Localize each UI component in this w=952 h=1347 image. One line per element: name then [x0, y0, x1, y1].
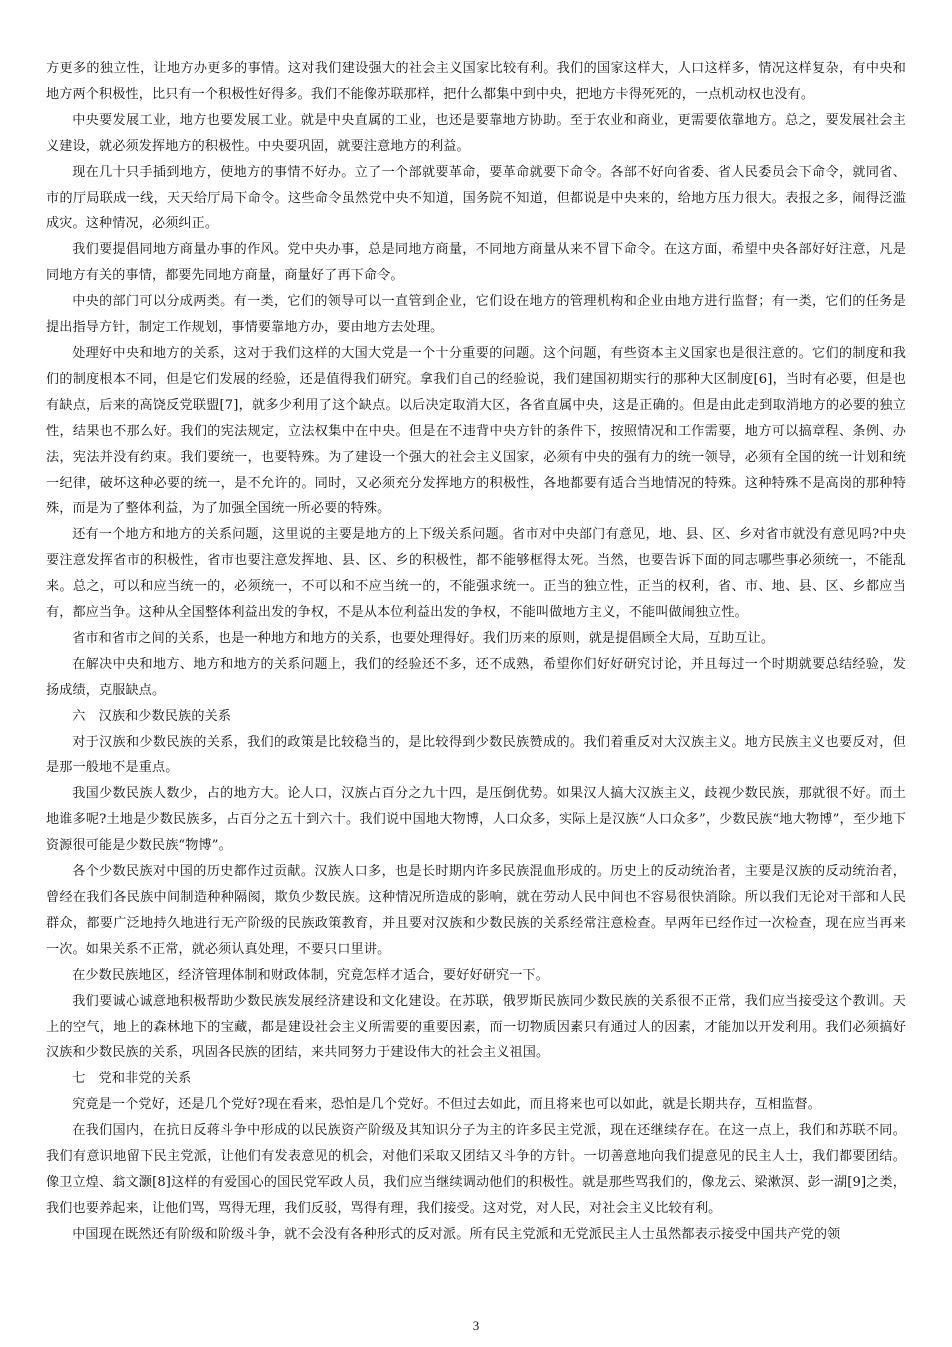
- paragraph: 我们要诚心诚意地积极帮助少数民族发展经济建设和文化建设。在苏联，俄罗斯民族同少数民族的关系很不正常，我们应当接受这个教训。天上的空气，地上的森林地下的宝藏，都是建设社会主义所需要的重要因素，而一切物质因素只有通过人的因素，才能加以开发利用。我们必须搞好汉族和少数民族的关系，巩固各民族的团结，来共同努力于建设伟大的社会主义祖国。: [46, 993, 906, 1061]
- paragraph: 中国现在既然还有阶级和阶级斗争，就不会没有各种形式的反对派。所有民主党派和无党派民主人士虽然都表示接受中国共产党的领: [72, 1226, 841, 1242]
- paragraph: 我国少数民族人数少，占的地方大。论人口，汉族占百分之九十四，是压倒优势。如果汉人搞大汉族主义，歧视少数民族，那就很不好。而土地谁多呢?土地是少数民族多，占百分之五十到六十。我们说中国地大物博，人口众多，实际上是汉族“人口众多”，少数民族“地大物博”，至少地下资源很可能是少数民族“物博”。: [46, 786, 906, 854]
- paragraph: 中央要发展工业，地方也要发展工业。就是中央直属的工业，也还是要靠地方协助。至于农业和商业，更需要依靠地方。总之，要发展社会主义建设，就必须发挥地方的积极性。中央要巩固，就要注意地方的利益。: [46, 112, 906, 154]
- page-number: 3: [472, 1318, 480, 1333]
- paragraph: 省市和省市之间的关系，也是一种地方和地方的关系，也要处理得好。我们历来的原则，就是提倡顾全大局，互助互让。: [72, 630, 775, 646]
- paragraph: 方更多的独立性，让地方办更多的事情。这对我们建设强大的社会主义国家比较有利。我们的国家这样大，人口这样多，情况这样复杂，有中央和地方两个积极性，比只有一个积极性好得多。我们不能像苏联那样，把什么都集中到中央，把地方卡得死死的，一点机动权也没有。: [46, 61, 906, 102]
- body-text: [46, 56, 906, 1248]
- paragraph: 究竟是一个党好，还是几个党好?现在看来，恐怕是几个党好。不但过去如此，而且将来也可以如此，就是长期共存，互相监督。: [72, 1097, 822, 1113]
- paragraph: 对于汉族和少数民族的关系，我们的政策是比较稳当的，是比较得到少数民族赞成的。我们着重反对大汉族主义。地方民族主义也要反对，但是那一般地不是重点。: [46, 734, 906, 776]
- paragraph: 在我们国内，在抗日反蒋斗争中形成的以民族资产阶级及其知识分子为主的许多民主党派，现在还继续存在。在这一点上，我们和苏联不同。我们有意识地留下民主党派，让他们有发表意见的机会，对他们采取又团结又斗争的方针。一切善意地向我们提意见的民主人士，我们都要团结。像卫立煌、翁文灏[8]这样的有爱国心的国民党军政人员，我们应当继续调动他们的积极性。就是那些骂我们的，像龙云、梁漱溟、彭一湖[9]之类，我们也要养起来，让他们骂，骂得无理，我们反驳，骂得有理，我们接受。这对党，对人民，对社会主义比较有利。: [46, 1123, 906, 1216]
- paragraph: 我们要提倡同地方商量办事的作风。党中央办事，总是同地方商量，不同地方商量从来不冒下命令。在这方面，希望中央各部好好注意，凡是同地方有关的事情，都要先同地方商量，商量好了再下命令。: [46, 242, 906, 284]
- section-heading: 七 党和非党的关系: [72, 1071, 192, 1087]
- paragraph: 还有一个地方和地方的关系问题，这里说的主要是地方的上下级关系问题。省市对中央部门有意见，地、县、区、乡对省市就没有意见吗?中央要注意发挥省市的积极性，省市也要注意发挥地、县、区、乡的积极性，都不能够框得太死。当然，也要告诉下面的同志哪些事必须统一，不能乱来。总之，可以和应当统一的，必须统一，不可以和不应当统一的，不能强求统一。正当的独立性，正当的权利，省、市、地、县、区、乡都应当有，都应当争。这种从全国整体利益出发的争权，不是从本位利益出发的争权，不能叫做地方主义，不能叫做闹独立性。: [46, 527, 906, 621]
- paragraph: 中央的部门可以分成两类。有一类，它们的领导可以一直管到企业，它们设在地方的管理机构和企业由地方进行监督；有一类，它们的任务是提出指导方针，制定工作规划，事情要靠地方办，要由地方去处理。: [46, 294, 906, 336]
- paragraph: 在少数民族地区，经济管理体制和财政体制，究竟怎样才适合，要好好研究一下。: [72, 967, 549, 983]
- paragraph: 在解决中央和地方、地方和地方的关系问题上，我们的经验还不多，还不成熟，希望你们好好研究讨论，并且每过一个时期就要总结经验，发扬成绩，克服缺点。: [46, 656, 906, 698]
- paragraph: 处理好中央和地方的关系，这对于我们这样的大国大党是一个十分重要的问题。这个问题，有些资本主义国家也是很注意的。它们的制度和我们的制度根本不同，但是它们发展的经验，还是值得我们研究。拿我们自己的经验说，我们建国初期实行的那种大区制度[6]，当时有必要，但是也有缺点，后来的高饶反党联盟[7]，就多少利用了这个缺点。以后决定取消大区，各省直属中央，这是正确的。但是由此走到取消地方的必要的独立性，结果也不那么好。我们的宪法规定，立法权集中在中央。但是在不违背中央方针的条件下，按照情况和工作需要，地方可以搞章程、条例、办法，宪法并没有约束。我们要统一，也要特殊。为了建设一个强大的社会主义国家，必须有中央的强有力的统一领导，必须有全国的统一计划和统一纪律，破坏这种必要的统一，是不允许的。同时，又必须充分发挥地方的积极性，各地都要有适合当地情况的特殊。这种特殊不是高岗的那种特殊，而是为了整体利益，为了加强全国统一所必要的特殊。: [46, 345, 906, 517]
- section-heading: 六 汉族和少数民族的关系: [72, 708, 232, 724]
- paragraph: 现在几十只手插到地方，使地方的事情不好办。立了一个部就要革命，要革命就要下命令。各部不好向省委、省人民委员会下命令，就同省、市的厅局联成一线，天天给厅局下命令。这些命令虽然党中央不知道，国务院不知道，但都说是中央来的，给地方压力很大。表报之多，闹得泛滥成灾。这种情况，必须纠正。: [46, 164, 906, 232]
- paragraph: 各个少数民族对中国的历史都作过贡献。汉族人口多，也是长时期内许多民族混血形成的。历史上的反动统治者，主要是汉族的反动统治者，曾经在我们各民族中间制造种种隔阂，欺负少数民族。这种情况所造成的影响，就在劳动人民中间也不容易很快消除。所以我们无论对干部和人民群众，都要广泛地持久地进行无产阶级的民族政策教育，并且要对汉族和少数民族的关系经常注意检查。早两年已经作过一次检查，现在应当再来一次。如果关系不正常，就必须认真处理，不要只口里讲。: [46, 864, 906, 957]
